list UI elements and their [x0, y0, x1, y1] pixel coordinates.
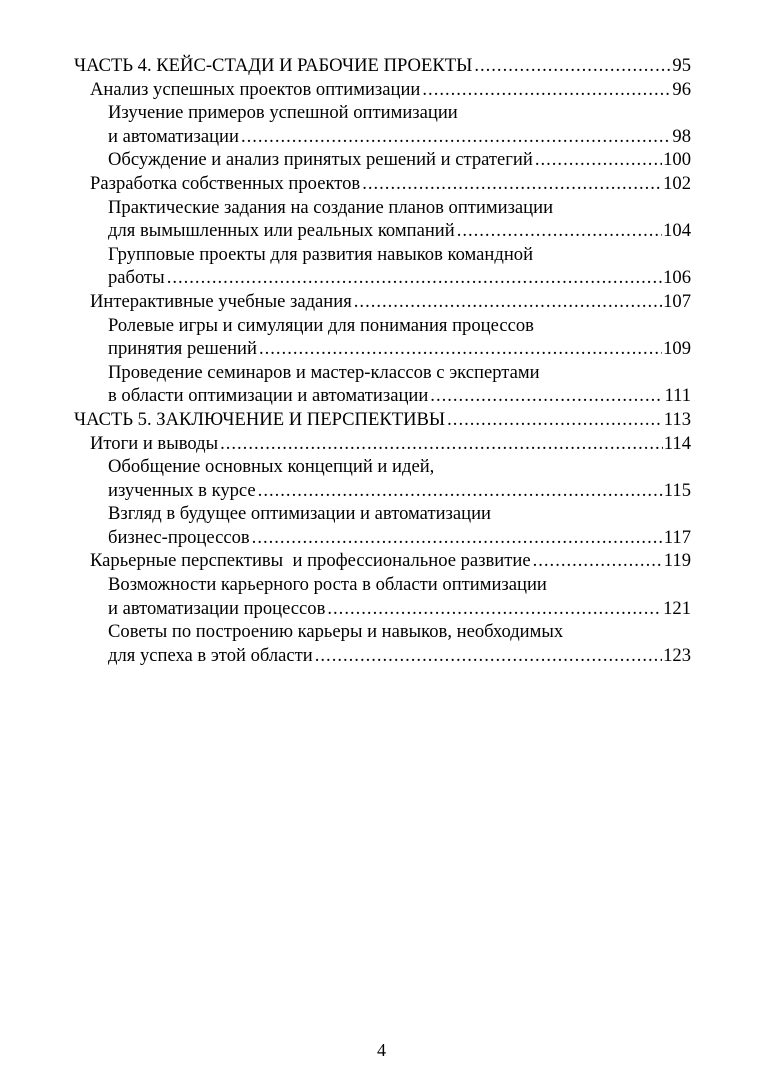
- leader-dots: [258, 479, 663, 503]
- leader-dots: [354, 290, 662, 314]
- toc-part-5: ЧАСТЬ 5. ЗАКЛЮЧЕНИЕ И ПЕРСПЕКТИВЫ ..... 113: [74, 408, 691, 432]
- toc-page-number: 106: [663, 267, 691, 289]
- toc-page-number: 114: [663, 432, 691, 454]
- toc-page-number: 111: [664, 385, 691, 407]
- leader-dots: [259, 337, 662, 361]
- toc-page-number: 104: [663, 220, 691, 242]
- toc-page-number: 113: [663, 408, 691, 430]
- toc-subsection: Советы по построению карьеры и навыков, необходимых: [108, 621, 564, 643]
- toc-subsection: Групповые проекты для развития навыков командной: [108, 243, 534, 265]
- leader-dots: [457, 219, 662, 243]
- toc-page-number: 109: [663, 338, 691, 360]
- toc-subsection: Возможности карьерного роста в области оптимизации: [108, 574, 547, 596]
- toc-page-number: 119: [663, 550, 691, 572]
- toc-subsection: для успеха в этой области ..... 123: [74, 644, 691, 668]
- toc-subsection: в области оптимизации и автоматизации ..... 111: [74, 384, 691, 408]
- toc-section: Интерактивные учебные задания ..... 107: [74, 290, 691, 314]
- leader-dots: [220, 432, 663, 456]
- toc-subsection: Практические задания на создание планов оптимизации: [108, 196, 554, 218]
- toc-subsection: принятия решений ..... 109: [74, 337, 691, 361]
- page-number: 4: [377, 1040, 386, 1060]
- toc-page-number: 102: [663, 172, 691, 194]
- leader-dots: [252, 526, 663, 550]
- leader-dots: [327, 597, 662, 621]
- toc-subsection: работы ..... 106: [74, 266, 691, 290]
- toc-section: Разработка собственных проектов ..... 102: [74, 172, 691, 196]
- toc-page-number: 117: [663, 526, 691, 548]
- toc-subsection: Изучение примеров успешной оптимизации: [108, 102, 458, 124]
- toc-subsection: Обобщение основных концепций и идей,: [108, 456, 435, 478]
- toc-page-number: 121: [663, 597, 691, 619]
- toc-subsection: и автоматизации процессов ..... 121: [74, 597, 691, 621]
- toc-section: Карьерные перспективы и профессиональное развитие ..... 119: [74, 549, 691, 573]
- toc-subsection: изученных в курсе ..... 115: [74, 479, 691, 503]
- leader-dots: [533, 549, 663, 573]
- table-of-contents: [74, 54, 691, 667]
- leader-dots: [535, 148, 662, 172]
- toc-section: Анализ успешных проектов оптимизации ..... 96: [74, 78, 691, 102]
- leader-dots: [167, 266, 662, 290]
- leader-dots: [315, 644, 662, 668]
- toc-subsection: бизнес-процессов ..... 117: [74, 526, 691, 550]
- toc-subsection: для вымышленных или реальных компаний ..... 104: [74, 219, 691, 243]
- leader-dots: [430, 384, 663, 408]
- leader-dots: [474, 54, 671, 78]
- toc-page-number: 100: [663, 149, 691, 171]
- toc-subsection: Взгляд в будущее оптимизации и автоматизации: [108, 503, 491, 525]
- toc-subsection: Ролевые игры и симуляции для понимания процессов: [108, 314, 534, 336]
- toc-subsection: и автоматизации ..... 98: [74, 125, 691, 149]
- toc-page-number: 115: [663, 479, 691, 501]
- toc-subsection: Обсуждение и анализ принятых решений и стратегий ..... 100: [74, 148, 691, 172]
- toc-page-number: 95: [672, 55, 691, 76]
- leader-dots: [447, 408, 663, 432]
- toc-part-4: ЧАСТЬ 4. КЕЙС-СТАДИ И РАБОЧИЕ ПРОЕКТЫ ..... 95: [74, 54, 691, 78]
- toc-page-number: 123: [663, 644, 691, 666]
- toc-page-number: 96: [672, 78, 691, 100]
- leader-dots: [422, 78, 671, 102]
- leader-dots: [362, 172, 662, 196]
- toc-page-number: 107: [663, 290, 691, 312]
- toc-page-number: 98: [672, 125, 691, 147]
- leader-dots: [241, 125, 671, 149]
- toc-section: Итоги и выводы ..... 114: [74, 432, 691, 456]
- toc-subsection: Проведение семинаров и мастер-классов с экспертами: [108, 361, 540, 383]
